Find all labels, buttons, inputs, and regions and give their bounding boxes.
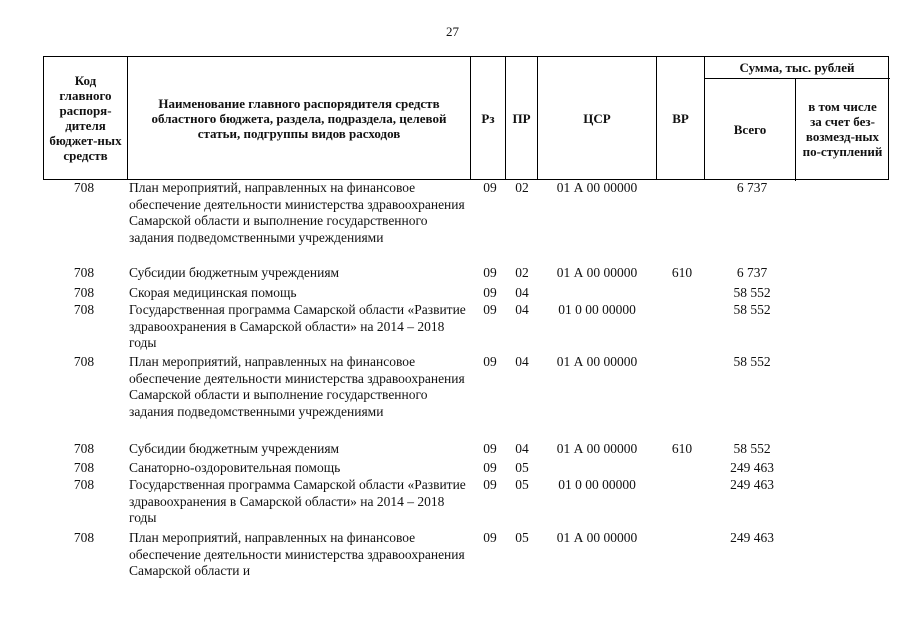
cell-code: 708 bbox=[73, 180, 95, 195]
cell-name: Государственная программа Самарской области «Развитие здравоохранения в Самарской области» на 2014 – 2018 годы bbox=[129, 477, 466, 525]
cell-csr: 01 0 00 00000 bbox=[558, 302, 636, 317]
cell-csr: 01 А 00 00000 bbox=[556, 180, 638, 195]
cell-code: 708 bbox=[73, 354, 95, 369]
cell-total: 6 737 bbox=[736, 180, 768, 195]
cell-pr: 04 bbox=[515, 354, 529, 369]
cell-name: План мероприятий, направленных на финансовое обеспечение деятельности министерства здравоохранения Самарской области и bbox=[129, 530, 465, 578]
cell-code: 708 bbox=[73, 530, 95, 545]
cell-code: 708 bbox=[73, 302, 95, 317]
header-code: Код главного распоря-дителя бюджет-ных средств bbox=[49, 73, 122, 163]
cell-name: План мероприятий, направленных на финансовое обеспечение деятельности министерства здравоохранения Самарской области и выполнение государственного задания подведомственными учреждениями bbox=[129, 180, 465, 245]
header-name: Наименование главного распорядителя средств областного бюджета, раздела, подраздела, целевой статьи, подгруппы видов расходов bbox=[151, 95, 447, 141]
cell-pr: 05 bbox=[515, 460, 529, 475]
cell-code: 708 bbox=[73, 265, 95, 280]
cell-name: Скорая медицинская помощь bbox=[129, 285, 297, 300]
cell-total: 58 552 bbox=[733, 441, 771, 456]
header-free: в том числе за счет без-возмезд-ных по-ступлений bbox=[802, 99, 883, 159]
cell-pr: 05 bbox=[515, 530, 529, 545]
cell-rz: 09 bbox=[483, 460, 497, 475]
cell-csr: 01 А 00 00000 bbox=[556, 265, 638, 280]
cell-rz: 09 bbox=[483, 180, 497, 195]
cell-rz: 09 bbox=[483, 441, 497, 456]
header-sum: Сумма, тыс. рублей bbox=[739, 60, 855, 75]
cell-code: 708 bbox=[73, 285, 95, 300]
cell-csr: 01 А 00 00000 bbox=[556, 530, 638, 545]
cell-rz: 09 bbox=[483, 530, 497, 545]
cell-pr: 05 bbox=[515, 477, 529, 492]
cell-vr: 610 bbox=[671, 441, 693, 456]
cell-pr: 02 bbox=[515, 265, 529, 280]
cell-name: План мероприятий, направленных на финансовое обеспечение деятельности министерства здравоохранения Самарской области и выполнение государственного задания подведомственными учреждениями bbox=[129, 354, 465, 419]
cell-name: Государственная программа Самарской области «Развитие здравоохранения в Самарской области» на 2014 – 2018 годы bbox=[129, 302, 466, 350]
cell-rz: 09 bbox=[483, 302, 497, 317]
cell-rz: 09 bbox=[483, 354, 497, 369]
page-number: 27 bbox=[446, 24, 459, 39]
header-vr: ВР bbox=[672, 110, 689, 126]
header-total: Всего bbox=[733, 121, 767, 137]
cell-name: Санаторно-оздоровительная помощь bbox=[129, 460, 341, 475]
cell-name: Субсидии бюджетным учреждениям bbox=[129, 265, 340, 280]
header-pr: ПР bbox=[512, 110, 531, 126]
table-header bbox=[43, 56, 889, 180]
cell-name: Субсидии бюджетным учреждениям bbox=[129, 441, 340, 456]
header-csr: ЦСР bbox=[583, 110, 611, 126]
cell-total: 249 463 bbox=[730, 477, 774, 492]
cell-csr: 01 0 00 00000 bbox=[558, 477, 636, 492]
cell-total: 249 463 bbox=[730, 530, 774, 545]
cell-pr: 02 bbox=[515, 180, 529, 195]
cell-vr: 610 bbox=[671, 265, 693, 280]
cell-total: 58 552 bbox=[733, 354, 771, 369]
cell-total: 6 737 bbox=[736, 265, 768, 280]
cell-total: 58 552 bbox=[733, 302, 771, 317]
cell-code: 708 bbox=[73, 460, 95, 475]
header-rz: Рз bbox=[481, 110, 495, 126]
cell-rz: 09 bbox=[483, 265, 497, 280]
cell-code: 708 bbox=[73, 441, 95, 456]
cell-code: 708 bbox=[73, 477, 95, 492]
cell-rz: 09 bbox=[483, 285, 497, 300]
cell-csr: 01 А 00 00000 bbox=[556, 354, 638, 369]
cell-csr: 01 А 00 00000 bbox=[556, 441, 638, 456]
cell-pr: 04 bbox=[515, 285, 529, 300]
cell-total: 249 463 bbox=[730, 460, 774, 475]
cell-rz: 09 bbox=[483, 477, 497, 492]
cell-pr: 04 bbox=[515, 302, 529, 317]
cell-total: 58 552 bbox=[733, 285, 771, 300]
cell-pr: 04 bbox=[515, 441, 529, 456]
